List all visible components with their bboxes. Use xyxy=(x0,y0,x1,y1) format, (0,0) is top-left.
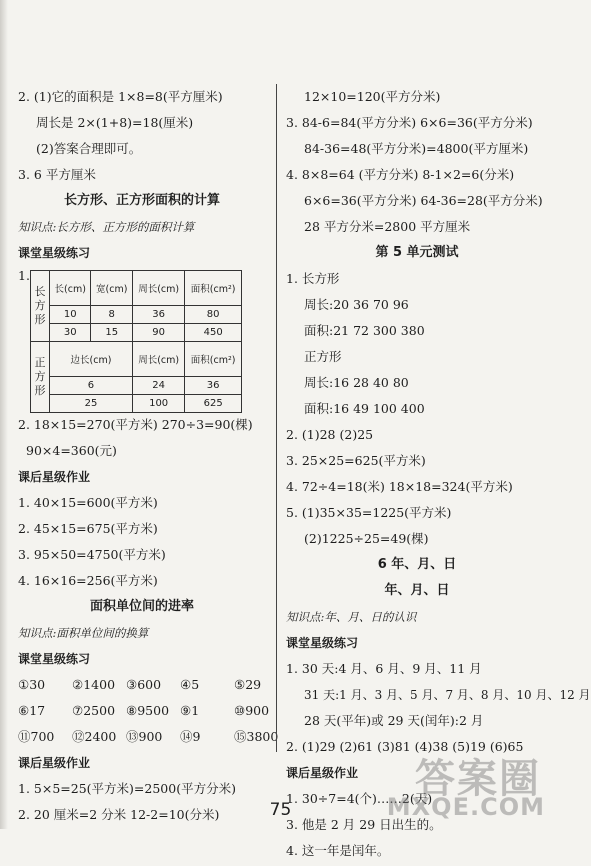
section-heading: 课堂星级练习 xyxy=(18,652,91,666)
table-cell: 36 xyxy=(185,377,242,395)
table-header-cell: 面积(cm²) xyxy=(185,271,242,306)
answer-line: 1. 30 天:4 月、6 月、9 月、11 月 xyxy=(286,661,482,676)
table-header-cell: 周长(cm) xyxy=(132,271,184,306)
table-cell: 15 xyxy=(91,324,132,342)
answer-line: 4. 72÷4=18(米) 18×18=324(平方米) xyxy=(286,479,513,494)
answer-line: 周长:16 28 40 80 xyxy=(304,375,409,390)
circled-answer: ②1400 xyxy=(72,677,116,692)
table-side-label: 正方形 xyxy=(31,342,50,413)
watermark-logo xyxy=(381,743,551,823)
answer-line: 2. 18×15=270(平方米) 270÷3=90(棵) xyxy=(18,417,253,432)
answer-line: 2. 45×15=675(平方米) xyxy=(18,521,158,536)
area-table-block xyxy=(18,268,266,414)
answer-line: 3. 25×25=625(平方米) xyxy=(286,453,426,468)
section-heading: 课后星级作业 xyxy=(18,470,91,484)
area-table xyxy=(30,270,242,413)
answer-line: 2. (1)29 (2)61 (3)81 (4)38 (5)19 (6)65 xyxy=(286,739,524,754)
watermark-text: 答案圈 xyxy=(415,756,541,802)
answer-line: 3. 95×50=4750(平方米) xyxy=(18,547,166,562)
answer-line: 6×6=36(平方分米) 64-36=28(平方分米) xyxy=(304,193,543,208)
circled-answer: ①30 xyxy=(18,677,46,692)
circled-answer: ⑧9500 xyxy=(126,703,170,718)
circled-answer: ⑥17 xyxy=(18,703,46,718)
table-row xyxy=(31,324,242,342)
answer-line: 4. 8×8=64 (平方分米) 8-1×2=6(分米) xyxy=(286,167,515,182)
column-divider xyxy=(276,84,277,752)
section-title: 年、月、日 xyxy=(384,583,450,598)
section-title: 第 5 单元测试 xyxy=(375,245,459,260)
table-header-cell: 面积(cm²) xyxy=(185,342,242,377)
answer-line xyxy=(18,700,270,726)
answer-line: 3. 84-6=84(平方分米) 6×6=36(平方分米) xyxy=(286,115,533,130)
section-title: 面积单位间的进率 xyxy=(89,599,194,614)
answer-line: 90×4=360(元) xyxy=(26,443,117,458)
knowledge-point: 知识点:长方形、正方形的面积计算 xyxy=(18,220,195,234)
answer-line: 周长:20 36 70 96 xyxy=(304,297,409,312)
answer-line: 1. 长方形 xyxy=(286,271,340,286)
table-side-label: 长方形 xyxy=(31,271,50,342)
answer-line: 4. 这一年是闰年。 xyxy=(286,843,390,858)
answer-line: (2)1225÷25=49(棵) xyxy=(304,531,429,546)
section-heading: 课后星级作业 xyxy=(18,756,91,770)
answer-line: 28 天(平年)或 29 天(闰年):2 月 xyxy=(304,713,484,728)
answer-line: 2. 20 厘米=2 分米 12-2=10(分米) xyxy=(18,807,220,822)
answer-line xyxy=(18,674,266,700)
table-header-cell: 长(cm) xyxy=(50,271,91,306)
section-heading: 课堂星级练习 xyxy=(286,636,359,650)
table-cell: 8 xyxy=(91,306,132,324)
circled-answer: ⑪700 xyxy=(18,729,55,744)
table-cell: 30 xyxy=(50,324,91,342)
knowledge-point: 知识点:年、月、日的认识 xyxy=(286,610,417,624)
section-title: 长方形、正方形面积的计算 xyxy=(63,193,220,208)
circled-answer: ⑭9 xyxy=(180,729,201,744)
table-cell: 10 xyxy=(50,306,91,324)
table-cell: 450 xyxy=(185,324,242,342)
unit-title: 6 年、月、日 xyxy=(377,557,457,572)
table-header-cell: 边长(cm) xyxy=(50,342,133,377)
answer-line: 面积:16 49 100 400 xyxy=(304,401,425,416)
section-heading: 课后星级作业 xyxy=(286,766,359,780)
circled-answer: ⑩900 xyxy=(234,703,270,718)
answer-line: 1. 40×15=600(平方米) xyxy=(18,495,158,510)
table-cell: 90 xyxy=(132,324,184,342)
answer-line: 12×10=120(平方分米) xyxy=(304,89,441,104)
answer-line: 1. 30÷7=4(个)……2(天) xyxy=(286,791,433,806)
circled-answer: ⑬900 xyxy=(126,729,163,744)
answer-line: 面积:21 72 300 380 xyxy=(304,323,425,338)
table-cell: 6 xyxy=(50,377,133,395)
circled-answer: ⑫2400 xyxy=(72,729,117,744)
answer-line: 2. (1)它的面积是 1×8=8(平方厘米) xyxy=(18,89,223,104)
answer-line: (2)答案合理即可。 xyxy=(36,141,142,156)
circled-answer: ③600 xyxy=(126,677,162,692)
table-row xyxy=(31,377,242,395)
table-cell: 25 xyxy=(50,395,133,413)
knowledge-point: 知识点:面积单位间的换算 xyxy=(18,626,149,640)
page-number: 75 xyxy=(269,800,292,820)
answer-line: 3. 6 平方厘米 xyxy=(18,167,96,182)
table-header-cell: 宽(cm) xyxy=(91,271,132,306)
table-cell: 36 xyxy=(132,306,184,324)
answer-line: 正方形 xyxy=(304,349,342,364)
answer-line: 31 天:1 月、3 月、5 月、7 月、8 月、10 月、12 月 xyxy=(304,688,591,702)
answer-line: 4. 16×16=256(平方米) xyxy=(18,573,158,588)
answer-line: 1. 5×5=25(平方米)=2500(平方分米) xyxy=(18,781,236,796)
table-cell: 80 xyxy=(185,306,242,324)
table-cell: 625 xyxy=(185,395,242,413)
answer-line: 3. 他是 2 月 29 日出生的。 xyxy=(286,817,442,832)
circled-answer: ⑦2500 xyxy=(72,703,116,718)
question-number: 1. xyxy=(18,268,30,283)
answer-line: 84-36=48(平方分米)=4800(平方厘米) xyxy=(304,141,529,156)
left-column xyxy=(18,86,279,830)
answer-line: 周长是 2×(1+8)=18(厘米) xyxy=(36,115,194,130)
section-heading: 课堂星级练习 xyxy=(18,246,91,260)
answer-line: 28 平方分米=2800 平方厘米 xyxy=(304,219,471,234)
table-row xyxy=(31,306,242,324)
table-cell: 100 xyxy=(132,395,184,413)
answer-line: 5. (1)35×35=1225(平方米) xyxy=(286,505,452,520)
answer-line xyxy=(18,726,279,752)
answer-line: 2. (1)28 (2)25 xyxy=(286,427,374,442)
circled-answer: ⑨1 xyxy=(180,703,200,718)
table-row xyxy=(31,395,242,413)
watermark-url: MXQE.COM xyxy=(386,793,545,821)
circled-answer: ⑤29 xyxy=(234,677,262,692)
circled-answer: ⑮3800 xyxy=(234,729,279,744)
table-header-cell: 周长(cm) xyxy=(132,342,184,377)
page-binding-edge xyxy=(0,0,8,829)
circled-answer: ④5 xyxy=(180,677,200,692)
table-cell: 24 xyxy=(132,377,184,395)
